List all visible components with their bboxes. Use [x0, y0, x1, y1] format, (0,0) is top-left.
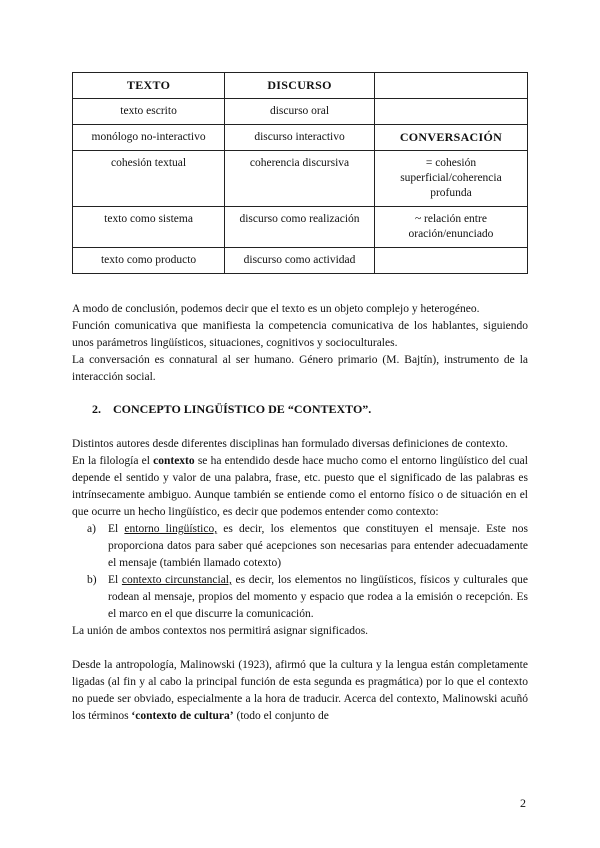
list-item	[72, 521, 528, 572]
table-cell: discurso como actividad	[225, 248, 375, 274]
table-cell: texto como producto	[73, 248, 225, 274]
table-cell: ~ relación entre oración/enunciado	[374, 207, 527, 248]
text-run: es decir, los elementos no lingüísticos, físicos y culturales que rodean al mensaje, propios del momento y espacio que rodea a la emisión o recepción. Es el marco en el que discurre la comunicación.	[108, 574, 528, 620]
comparison-table	[72, 72, 528, 274]
paragraph: La conversación es connatural al ser humano. Género primario (M. Bajtín), instrumento de la interacción social.	[72, 354, 528, 383]
table-cell: texto como sistema	[73, 207, 225, 248]
paragraph: A modo de conclusión, podemos decir que el texto es un objeto complejo y heterogéneo.	[72, 303, 480, 315]
table-cell: CONVERSACIÓN	[374, 125, 527, 151]
paragraph	[72, 657, 528, 725]
section-number: 2.	[92, 402, 101, 416]
table-row	[73, 125, 528, 151]
conclusion-block	[72, 301, 528, 386]
text-run: es decir, los elementos que constituyen el mensaje. Este nos proporciona datos para saber qué acepciones son necesarias para entender adecuadamente el mensaje (también llamado cotexto)	[108, 523, 528, 569]
text-run: (todo el conjunto de	[233, 710, 329, 722]
bold-term: contexto	[153, 455, 195, 467]
table-header-row	[73, 73, 528, 99]
table-row	[73, 99, 528, 125]
text-run: El	[108, 523, 125, 535]
table-cell: monólogo no-interactivo	[73, 125, 225, 151]
page-number: 2	[520, 796, 526, 810]
table-cell	[374, 99, 527, 125]
list-marker: a)	[87, 523, 96, 535]
underlined-term: contexto circunstancial,	[121, 574, 232, 586]
paragraph: La unión de ambos contextos nos permitirá asignar significados.	[72, 625, 369, 637]
text-run: Desde la antropología, Malinowski (1923), afirmó que la cultura y la lengua están completamente ligadas (al fin y al cabo la principal función de esta segunda es pragmática) por lo que el contexto no puede ser obviado, especialmente a la hora de traducir. Acerca del contexto, Malinowski acuñó los términos	[72, 659, 528, 722]
table-cell: discurso oral	[225, 99, 375, 125]
text-run: En la filología el	[72, 455, 154, 467]
table-cell: discurso como realización	[225, 207, 375, 248]
context-list	[72, 521, 528, 623]
section-heading	[92, 402, 371, 417]
table-cell: coherencia discursiva	[225, 151, 375, 207]
table-row	[73, 151, 528, 207]
paragraph: Distintos autores desde diferentes disciplinas han formulado diversas definiciones de contexto.	[72, 438, 508, 450]
table-header-cell: TEXTO	[73, 73, 225, 99]
table-row	[73, 248, 528, 274]
table-header-cell: DISCURSO	[225, 73, 375, 99]
text-run: se ha entendido desde hace mucho como el entorno lingüístico del cual depende el sentido y valor de una palabra, frase, etc. puesto que el significado de las palabras es intrínsecamente ambiguo. Aunque también se entiende como el entorno físico o de situación en el que ocurre un hecho lingüístico, es decir que podemos entender como contexto:	[72, 455, 528, 518]
table-cell: cohesión textual	[73, 151, 225, 207]
section-title: CONCEPTO LINGÜÍSTICO DE “CONTEXTO”.	[113, 402, 372, 416]
table-row	[73, 207, 528, 248]
context-block	[72, 436, 528, 725]
table-cell	[374, 248, 527, 274]
list-item	[72, 572, 528, 623]
paragraph	[72, 453, 528, 521]
table-cell: = cohesión superficial/coherencia profunda	[374, 151, 527, 207]
underlined-term: entorno lingüístico,	[124, 523, 218, 535]
table-header-cell	[374, 73, 527, 99]
table-cell: texto escrito	[73, 99, 225, 125]
list-marker: b)	[87, 574, 97, 586]
bold-term: ‘contexto de cultura’	[131, 710, 234, 722]
table-cell: discurso interactivo	[225, 125, 375, 151]
paragraph: Función comunicativa que manifiesta la competencia comunicativa de los hablantes, siguiendo unos parámetros lingüísticos, situaciones, cognitivos y socioculturales.	[72, 320, 528, 349]
text-run: El	[108, 574, 122, 586]
